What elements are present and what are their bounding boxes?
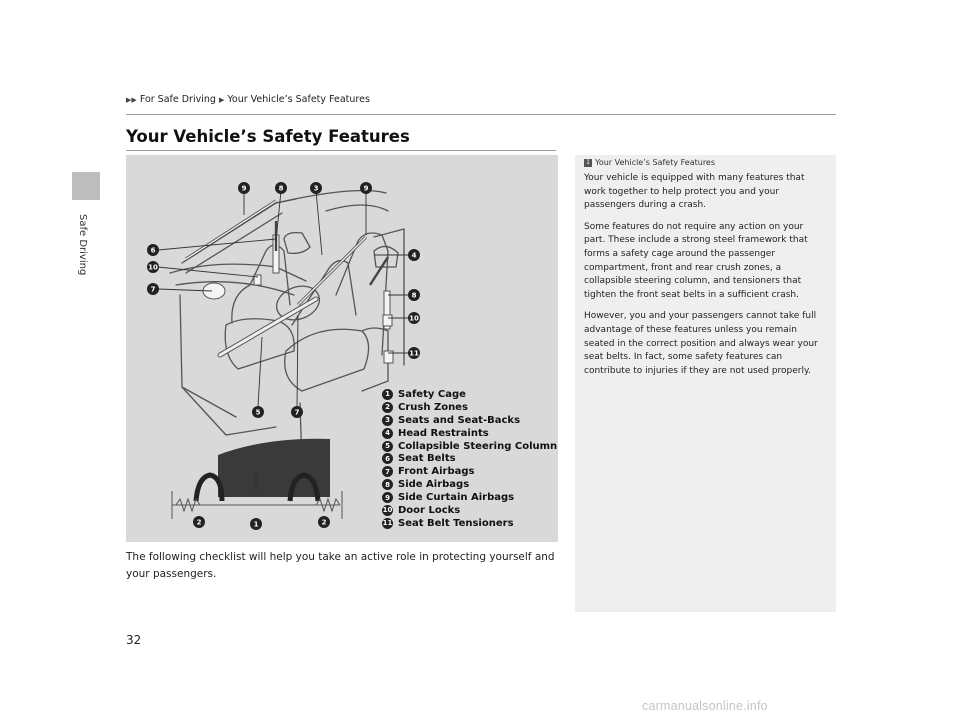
callout-7a — [147, 283, 159, 295]
legend-number-badge: 10 — [382, 506, 393, 515]
legend-label: Crush Zones — [398, 401, 468, 413]
callout-8b — [408, 289, 420, 301]
note-paragraph: However, you and your passengers cannot take full advantage of these features unless you remain seated in the correct position and always wear your seat belts. In fact, some safety features can contribute to injuries if they are not used properly. — [584, 311, 818, 376]
legend-label: Front Airbags — [398, 466, 475, 478]
svg-text:5: 5 — [255, 408, 261, 417]
breadcrumb-arrow-icon: ▶▶ — [126, 96, 137, 104]
legend-number-badge: 9 — [382, 492, 393, 503]
callout-9a — [238, 182, 250, 194]
callout-2a — [193, 516, 205, 528]
legend-item — [382, 414, 557, 427]
note-paragraph: Your vehicle is equipped with many features that work together to help protect you and your passengers during a crash. — [584, 173, 805, 211]
safety-features-illustration — [126, 155, 558, 542]
breadcrumb-item-for-safe-driving[interactable]: For Safe Driving — [139, 94, 216, 105]
legend-item — [382, 504, 557, 517]
sidebar-note — [575, 155, 836, 612]
legend-number-badge: 6 — [382, 453, 393, 464]
svg-text:7: 7 — [150, 285, 156, 294]
page-number: 32 — [126, 633, 142, 647]
legend-item — [382, 388, 557, 401]
legend-label: Seat Belt Tensioners — [398, 517, 514, 529]
callout-8a — [275, 182, 287, 194]
legend-label: Seat Belts — [398, 453, 456, 465]
legend-item — [382, 491, 557, 504]
svg-text:9: 9 — [363, 184, 369, 193]
title-divider — [126, 150, 556, 151]
legend-item — [382, 517, 557, 530]
callout-5 — [252, 406, 264, 418]
legend-number-badge: 1 — [382, 389, 393, 400]
header-divider — [126, 114, 836, 115]
legend-item — [382, 452, 557, 465]
callout-2b — [318, 516, 330, 528]
breadcrumb — [126, 94, 370, 105]
svg-text:7: 7 — [294, 408, 300, 417]
callout-1 — [250, 518, 262, 530]
legend-label: Side Curtain Airbags — [398, 492, 515, 504]
legend-label: Collapsible Steering Column — [398, 440, 558, 452]
svg-text:2: 2 — [321, 518, 327, 527]
section-tab-marker — [72, 172, 100, 200]
legend-label: Seats and Seat-Backs — [398, 414, 521, 426]
callout-4 — [408, 249, 420, 261]
legend-item — [382, 478, 557, 491]
legend-label: Safety Cage — [398, 388, 466, 400]
svg-text:4: 4 — [411, 251, 417, 260]
legend-number-badge: 11 — [382, 519, 393, 528]
callout-11 — [408, 347, 420, 359]
legend-item — [382, 440, 557, 453]
svg-text:9: 9 — [241, 184, 247, 193]
legend-number-badge: 2 — [382, 402, 393, 413]
note-reference-icon: 1 — [584, 159, 592, 167]
callout-10a — [147, 261, 159, 273]
svg-text:1: 1 — [253, 520, 259, 529]
legend-number-badge: 8 — [382, 479, 393, 490]
callout-6 — [147, 244, 159, 256]
section-side-label: Safe Driving — [77, 214, 88, 276]
legend-number-badge: 3 — [382, 415, 393, 426]
legend-label: Side Airbags — [398, 479, 470, 491]
legend-number-badge: 7 — [382, 466, 393, 477]
note-paragraph: Some features do not require any action on your part. These include a strong steel framework that forms a safety cage around the passenger compartment, front and rear crush zones, a collapsible steering column, and tensioners that tighten the front seat belts in a sufficient crash. — [584, 221, 808, 300]
svg-text:11: 11 — [409, 349, 419, 358]
svg-text:10: 10 — [409, 314, 419, 323]
legend-number-badge: 4 — [382, 428, 393, 439]
page-title: Your Vehicle’s Safety Features — [126, 127, 410, 146]
svg-text:6: 6 — [150, 246, 156, 255]
svg-text:10: 10 — [148, 263, 158, 272]
note-title[interactable]: Your Vehicle’s Safety Features — [595, 158, 716, 167]
body-paragraph: The following checklist will help you take an active role in protecting yourself and your passengers. — [126, 551, 555, 580]
breadcrumb-arrow-icon: ▶ — [218, 96, 225, 104]
legend-label: Head Restraints — [398, 427, 489, 439]
callout-10b — [408, 312, 420, 324]
svg-text:8: 8 — [278, 184, 284, 193]
callout-7b — [291, 406, 303, 418]
svg-text:8: 8 — [411, 291, 417, 300]
note-header — [584, 158, 826, 167]
legend-item — [382, 401, 557, 414]
svg-text:3: 3 — [313, 184, 319, 193]
legend-label: Door Locks — [398, 504, 461, 516]
breadcrumb-item-safety-features[interactable]: Your Vehicle’s Safety Features — [227, 94, 370, 105]
legend-item — [382, 427, 557, 440]
svg-text:2: 2 — [196, 518, 202, 527]
callout-9b — [360, 182, 372, 194]
callout-3 — [310, 182, 322, 194]
legend-item — [382, 465, 557, 478]
legend-number-badge: 5 — [382, 441, 393, 452]
watermark: carmanualsonline.info — [642, 699, 768, 713]
features-legend — [382, 388, 557, 530]
